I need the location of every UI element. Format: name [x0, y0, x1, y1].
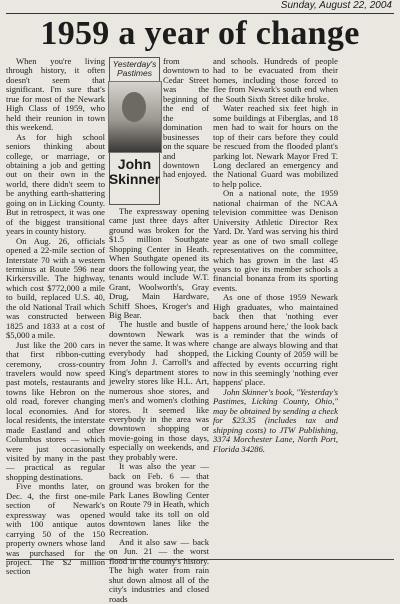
paragraph: And it also saw — back on Jun. 21 — the worst flood in the county's history. The high water from rain shut down almost all of the city's industries and closed roads — [109, 536, 209, 604]
columnist-name — [109, 157, 160, 187]
dateline: Sunday, August 22, 2004 — [280, 0, 392, 11]
paragraph: from downtown to Cedar Street was the beginning of the end of the domination businesses on the square and downtown had enjoyed. — [163, 56, 209, 180]
paragraph: On a national note, the 1959 national chairman of the NCAA television committee was Denison University Athletic Director Rex Yard. Dr. Yard was serving his third year as one of two small college representatives on the committee, which has grown in the last 45 years to give its member schools a financial bonanza from its sporting events. — [213, 188, 338, 293]
column-4 — [213, 57, 338, 559]
paragraph: The hustle and bustle of downtown Newark was never the same. It was where everybody had shopped, from John J. Carroll's and King's department stores to jewelry stores like H.L. Art, numerous shoe stores, and men's and women's clothing stores. It seemed like everybody in the area was downtown shopping or movie-going in those days, especially on weekends, and they probably were. — [109, 319, 209, 462]
box-row — [109, 57, 209, 205]
kicker-line: Yesterday's — [112, 59, 157, 69]
article-columns — [6, 56, 394, 604]
column-2-top-text — [163, 57, 209, 205]
column-2-body — [109, 207, 209, 604]
name-line: John — [117, 156, 152, 172]
column-kicker — [113, 60, 157, 78]
paragraph: As one of those 1959 Newark High graduates, who maintained back then that 'nothing ever happens around here,' the look back is a reminder that the winds of change are always blowing and that the Licking County of 2059 will be affected by events occurring right now in this seemingly 'nothing ever happens' place. — [213, 292, 338, 388]
columnist-box — [109, 57, 160, 205]
paragraph: Water reached six feet high in some buildings at Fiberglas, and 18 men had to wait for hours on the top of their cars before they could be rescued from the flooded plant's parking lot. Newark Mayor Fred T. Long declared an emergency and the National Guard was mobilized to help police. — [213, 103, 338, 189]
author-note: John Skinner's book, "Yesterday's Pastimes, Licking County, Ohio," may be obtained by sending a check for $23.35 (includes tax and shipping costs) to JTW Publishing, 3374 Morchester Lane, North Port, Florida 34286. — [213, 386, 339, 454]
paragraph: The expressway opening came just three days after ground was broken for the $1.5 million Southgate Shopping Center in Heath. When Southgate opened its doors the following year, the tenants would include W.T. Grant, Woolworth's, Gray Drug, Main Hardware, Schiff Shoes, Kroger's and Big Bear. — [109, 206, 209, 320]
column-1 — [6, 56, 105, 577]
headline: 1959 a year of change — [40, 15, 360, 52]
kicker-line: Pastimes — [117, 68, 152, 78]
paragraph: As for high school seniors thinking about college, or marriage, or obtaining a job and getting out on their own in the world, there didn't seem to be anything earth-shattering going on in Licking County. But in retrospect, it was one of the biggest transitional years in county history. — [6, 131, 105, 237]
paragraph: On Aug. 26, officials opened a 22-mile section of Interstate 70 with a western terminus at Route 596 near Kirkersville. The highway, which cost $772,000 a mile to build, replaced U.S. 40, the old National Trail which was constructed between 1825 and 1833 at a cost of $5,000 a mile. — [6, 235, 105, 341]
paragraph: It was also the year — back on Feb. 6 — that ground was broken for the Park Lanes Bowling Center on Route 79 in Heath, which would take its toll on old downtown lanes like the Recreation. — [109, 461, 209, 538]
column-2-3-block — [108, 56, 209, 604]
columnist-photo — [108, 81, 162, 153]
name-line: Skinner — [108, 171, 161, 187]
paragraph: Just like the 200 cars in that first ribbon-cutting ceremony, cross-country travelers would now speed past motels, restaurants and towns like Hebron on the old road, forever changing local economies. And for local residents, the interstate made Eastland and other Columbus stores — which were just occasionally visited by many in the past — practical as regular shopping destinations. — [6, 339, 105, 482]
paragraph: and schools. Hundreds of people had to be evacuated from their homes, including those forced to flee from Newark's south end when the South Sixth Street dike broke. — [213, 56, 338, 104]
bottom-rule — [6, 559, 394, 560]
paragraph: When you're living through history, it often doesn't seem that significant. I'm sure that's true for most of the Newark High Class of 1959, who held their reunion in town this weekend. — [6, 56, 105, 133]
paragraph: Five months later, on Dec. 4, the first one-mile section of Newark's expressway was opened with 100 antique autos carrying 50 of the 150 property owners whose land was purchased for the project. The $2 million section — [6, 481, 105, 577]
